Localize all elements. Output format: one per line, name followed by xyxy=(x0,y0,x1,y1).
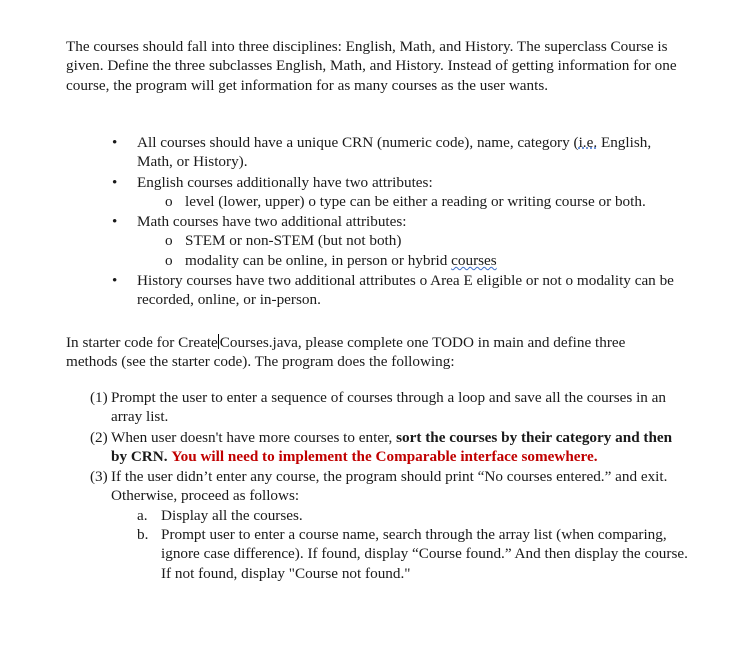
starter-paragraph xyxy=(66,333,678,372)
substep-text: Prompt user to enter a course name, search through the array list (when comparing, ignore case difference). If found, display “Course found.” And then display the course. If not found, display "Course not found." xyxy=(161,526,688,582)
step-number: (2) xyxy=(90,428,108,446)
english-text: English courses additionally have two attributes: xyxy=(137,173,433,191)
math-text: Math courses have two additional attributes: xyxy=(137,213,407,231)
modality-text: modality can be online, in person or hybrid xyxy=(185,251,452,269)
step-number: (1) xyxy=(90,389,108,406)
substeps-list xyxy=(111,506,690,583)
intro-paragraph: The courses should fall into three disciplines: English, Math, and History. The superclass Course is given. Define the three subclasses English, Math, and History. Instead of getting information for one course, the program will get information for as many courses as the user wants. xyxy=(66,38,677,94)
ie-abbrev: i.e. xyxy=(578,134,598,151)
math-sublist xyxy=(137,231,690,270)
list-item xyxy=(137,506,690,525)
crn-text-end: English, Math, or History). xyxy=(137,134,652,171)
steps-list xyxy=(90,388,690,584)
starter-text-end: Courses.java, please complete one TODO in main and define three methods (see the starter code). The program does the following: xyxy=(66,334,626,371)
step-text: Prompt the user to enter a sequence of courses through a loop and save all the courses in an array list. xyxy=(111,389,667,426)
step-number: (3) xyxy=(90,468,108,486)
substep-text: Display all the courses. xyxy=(161,506,303,524)
step-text: If the user didn’t enter any course, the program should print “No courses entered.” and exit. Otherwise, proceed as follows: xyxy=(111,468,668,505)
list-item xyxy=(90,467,690,583)
comparable-note: You will need to implement the Comparable interface somewhere. xyxy=(171,447,598,465)
list-item: o level (lower, upper) o type can be either a reading or writing course or both. xyxy=(163,192,690,211)
list-item: o STEM or non-STEM (but not both) xyxy=(163,231,690,250)
step-text: When user doesn't have more courses to enter, xyxy=(111,428,397,446)
list-item xyxy=(90,428,690,467)
list-item: • History courses have two additional attributes o Area E eligible or not o modality can be recorded, online, or in-person. xyxy=(110,271,690,310)
english-sublist xyxy=(137,192,690,211)
crn-text: All courses should have a unique CRN (numeric code), name, category ( xyxy=(137,134,579,151)
list-item xyxy=(90,388,690,427)
list-item xyxy=(163,251,690,270)
list-item xyxy=(110,133,690,172)
starter-text: In starter code for Create xyxy=(66,334,218,351)
requirements-list xyxy=(110,133,690,311)
list-item xyxy=(110,212,690,270)
spellcheck-squiggle: courses xyxy=(451,251,497,269)
sort-instruction: sort the courses by their category and then by CRN. xyxy=(111,428,673,465)
list-item xyxy=(110,173,690,212)
substep-letter: a. xyxy=(137,506,148,524)
list-item xyxy=(137,525,690,583)
substep-letter: b. xyxy=(137,526,149,544)
